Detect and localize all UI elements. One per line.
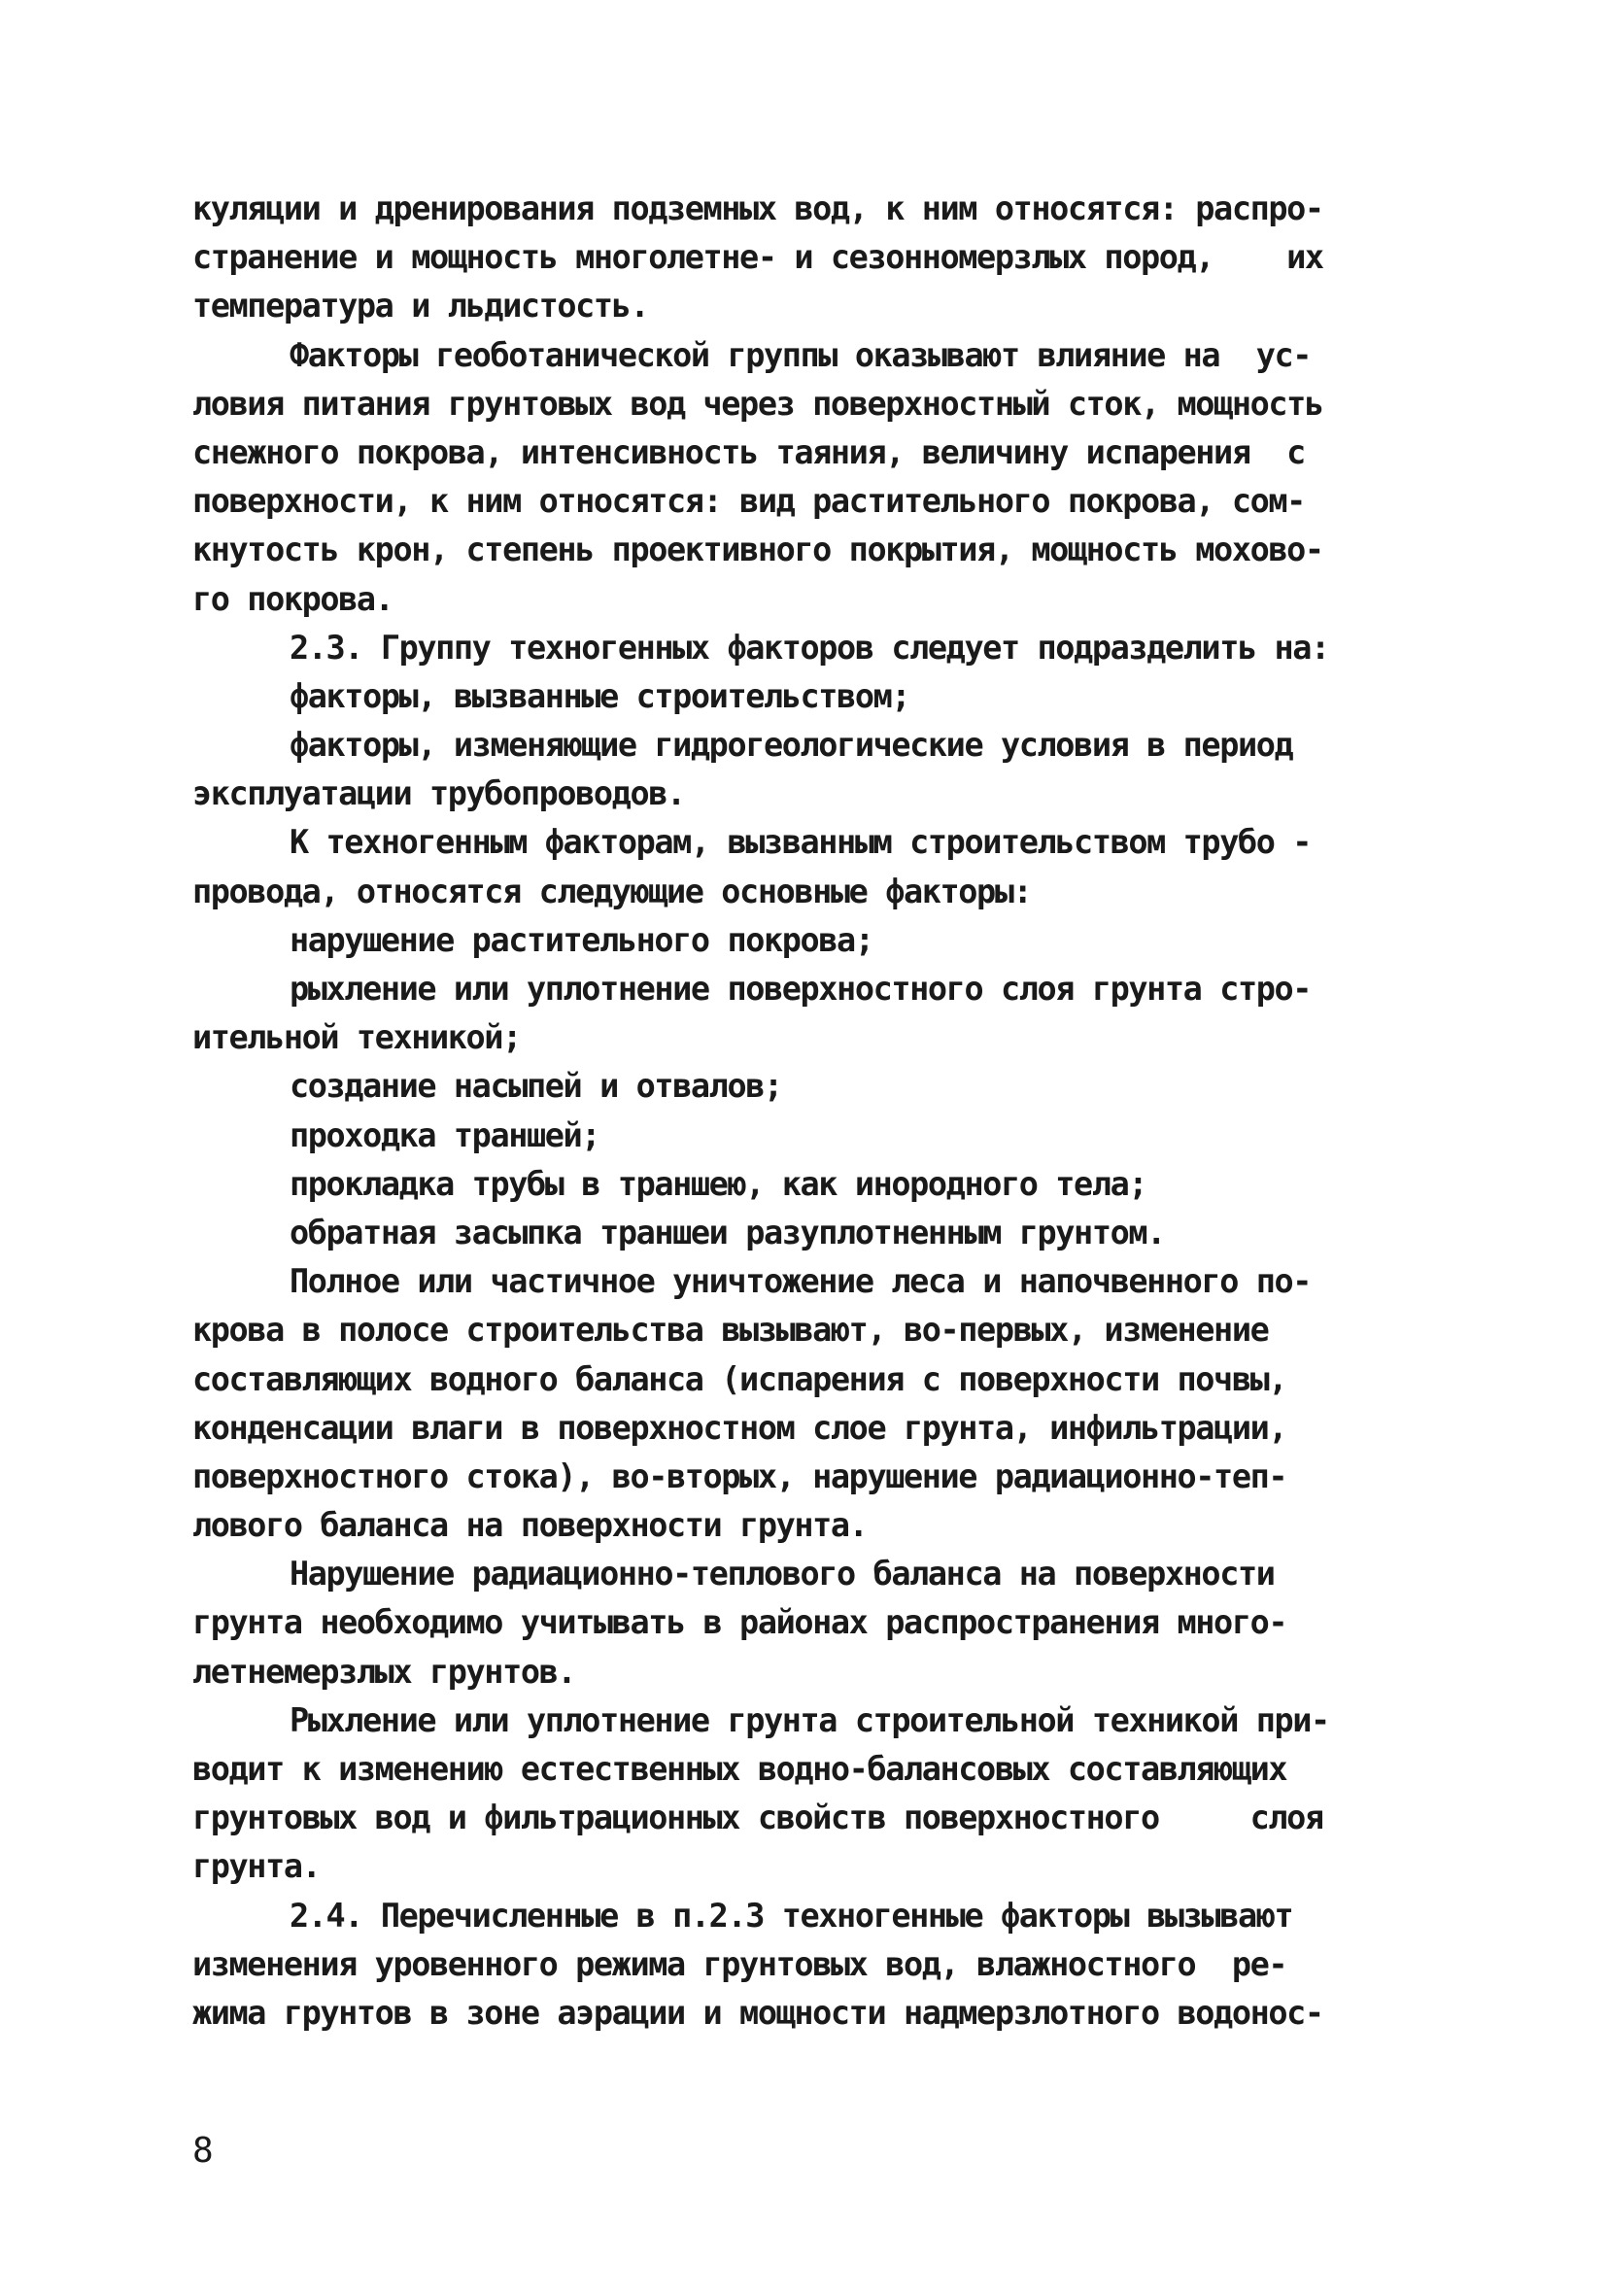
text-line: конденсации влаги в поверхностном слое грунта, инфильтрации, xyxy=(192,1408,1287,1447)
text-line: Нарушение радиационно-теплового баланса на поверхности xyxy=(290,1555,1275,1593)
text-line: Рыхление или уплотнение грунта строительной техникой при- xyxy=(290,1700,1329,1739)
text-line: лового баланса на поверхности грунта. xyxy=(192,1506,868,1545)
text-line: температура и льдистость. xyxy=(192,287,649,326)
text-line: Полное или частичное уничтожение леса и напочвенного по- xyxy=(290,1262,1312,1301)
list-item: прокладка трубы в траншею, как инородного тела; xyxy=(290,1164,1147,1203)
text-line: водит к изменению естественных водно-балансовых составляющих xyxy=(192,1750,1287,1788)
text-line: снежного покрова, интенсивность таяния, величину испарения с xyxy=(192,432,1305,471)
text-line: составляющих водного баланса (испарения с поверхности почвы, xyxy=(192,1359,1287,1398)
list-item: рыхление или уплотнение поверхностного слоя грунта стро- xyxy=(290,970,1312,1008)
text-line: К техногенным факторам, вызванным строительством трубо - xyxy=(290,823,1312,862)
text-line: поверхностного стока), во-вторых, нарушение радиационно-теп- xyxy=(192,1456,1287,1495)
list-item: обратная засыпка траншеи разуплотненным грунтом. xyxy=(290,1213,1165,1251)
page-number: 8 xyxy=(192,2131,214,2171)
section-heading-2-3: 2.3. Группу техногенных факторов следует подразделить на: xyxy=(290,628,1329,667)
text-line: грунта. xyxy=(192,1847,321,1886)
text-line: факторы, изменяющие гидрогеологические условия в период xyxy=(290,726,1293,765)
text-line: эксплуатации трубопроводов. xyxy=(192,774,685,813)
text-line: провода, относятся следующие основные факторы: xyxy=(192,872,1032,910)
text-line: поверхности, к ним относятся: вид растительного покрова, сом- xyxy=(192,482,1305,521)
text-line: летнемерзлых грунтов. xyxy=(192,1652,576,1691)
text-line: жима грунтов в зоне аэрации и мощности надмерзлотного водонос- xyxy=(192,1993,1323,2032)
text-line: го покрова. xyxy=(192,579,393,618)
text-line: грунтовых вод и фильтрационных свойств поверхностного слоя xyxy=(192,1799,1323,1837)
text-line: крова в полосе строительства вызывают, во-первых, изменение xyxy=(192,1311,1269,1350)
text-line: грунта необходимо учитывать в районах распространения много- xyxy=(192,1603,1287,1642)
text-line: Факторы геоботанической группы оказывают влияние на ус- xyxy=(290,335,1312,374)
text-line: изменения уровенного режима грунтовых вод, влажностного ре- xyxy=(192,1944,1287,1983)
section-heading-2-4: 2.4. Перечисленные в п.2.3 техногенные факторы вызывают xyxy=(290,1896,1293,1935)
document-body xyxy=(192,185,1417,2038)
text-line: странение и мощность многолетне- и сезонномерзлых пород, их xyxy=(192,238,1323,277)
text-line: куляции и дренирования подземных вод, к ним относятся: распро- xyxy=(192,189,1323,227)
text-line: ительной техникой; xyxy=(192,1018,521,1057)
text-line: кнутость крон, степень проективного покрытия, мощность мохово- xyxy=(192,531,1323,569)
list-item: создание насыпей и отвалов; xyxy=(290,1067,782,1106)
text-line: факторы, вызванные строительством; xyxy=(290,676,910,715)
list-item: проходка траншей; xyxy=(290,1115,600,1154)
text-line: ловия питания грунтовых вод через поверхностный сток, мощность xyxy=(192,384,1323,423)
list-item: нарушение растительного покрова; xyxy=(290,920,873,959)
